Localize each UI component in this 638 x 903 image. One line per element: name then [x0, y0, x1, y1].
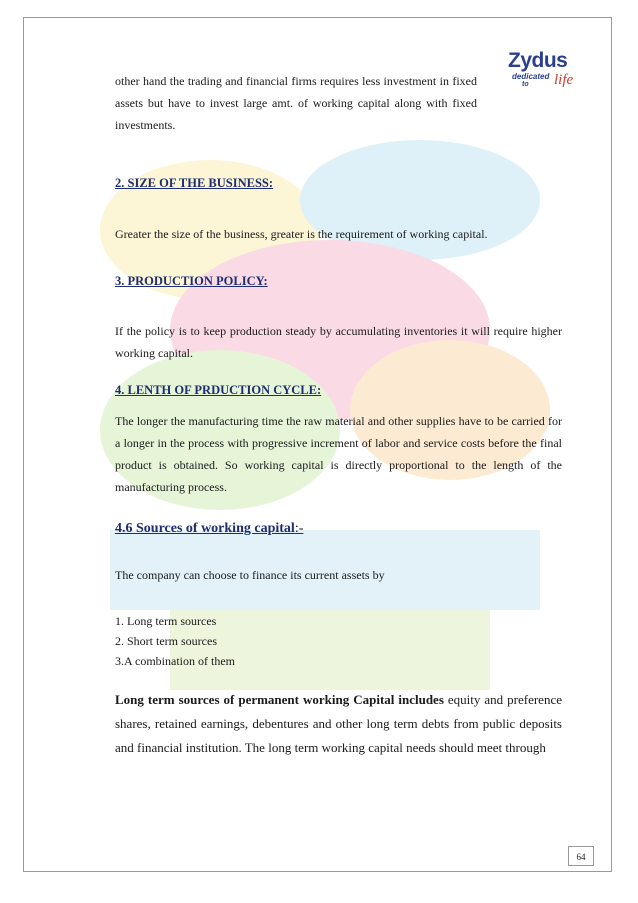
section-heading-production-policy: 3. PRODUCTION POLICY: — [115, 274, 268, 288]
logo-brand: Zydus — [508, 49, 568, 72]
logo-tagline: dedicated — [512, 72, 550, 81]
size-of-business-paragraph: Greater the size of the business, greater is the requirement of working capital. — [115, 227, 488, 241]
list-item: 3.A combination of them — [115, 654, 235, 668]
page-number: 64 — [568, 846, 594, 866]
sources-heading-suffix: :- — [294, 521, 304, 536]
long-term-sources-paragraph — [115, 688, 562, 760]
sources-heading-text: 4.6 Sources of working capital — [115, 521, 295, 536]
logo-tagline-life: life — [554, 72, 574, 88]
intro-paragraph: other hand the trading and financial firms requires less investment in fixed assets but have to invest large amt. of working capital along with fixed investments. — [115, 74, 477, 132]
section-heading-size-of-business: 2. SIZE OF THE BUSINESS: — [115, 176, 274, 190]
sources-list — [115, 611, 562, 671]
production-policy-paragraph: If the policy is to keep production steady by accumulating inventories it will require higher working capital. — [115, 324, 562, 360]
logo-tagline-to: to — [522, 81, 529, 88]
section-heading-production-cycle: 4. LENTH OF PRDUCTION CYCLE: — [115, 383, 322, 397]
production-cycle-paragraph: The longer the manufacturing time the raw material and other supplies have to be carried for a longer in the process with progressive increment of labor and service costs before the final product is obtained. So working capital is directly proportional to the length of the manufacturing process. — [115, 414, 562, 494]
sources-intro-paragraph: The company can choose to finance its current assets by — [115, 568, 385, 582]
long-term-sources-text: equity and preference shares, retained earnings, debentures and other long term debts from public deposits and financial institution. The long term working capital needs should meet through — [115, 692, 562, 755]
long-term-sources-bold: Long term sources of permanent working Capital includes — [115, 692, 444, 707]
section-heading-sources-of-working-capital — [115, 521, 562, 537]
list-item: 2. Short term sources — [115, 634, 217, 648]
list-item: 1. Long term sources — [115, 614, 217, 628]
